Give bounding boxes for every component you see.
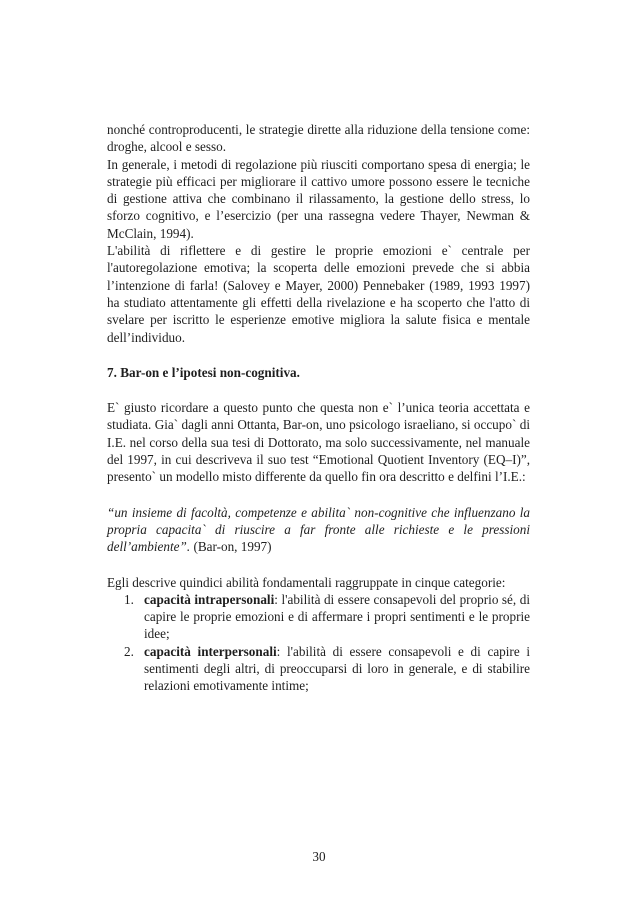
paragraph-list-intro: Egli descrive quindici abilità fondamentali raggruppate in cinque categorie:: [107, 574, 506, 590]
list-item-description: : l'abilità di essere consapevoli e di capire i sentimenti degli altri, di preoccuparsi di loro in generale, e di stabilire relazioni emotivamente intime;: [144, 643, 530, 694]
list-item-number: 1.: [124, 591, 134, 607]
list-item: [107, 591, 530, 643]
spacer: [107, 381, 530, 399]
abilities-list: [107, 591, 530, 695]
list-item-description: : l'abilità di essere consapevoli del proprio sé, di capire le proprie emozioni e di affermare i propri sentimenti e le proprie idee;: [144, 591, 530, 642]
list-item-term: capacità intrapersonali: [144, 591, 275, 607]
list-item: [107, 643, 530, 695]
quote-text: “un insieme di facoltà, competenze e abilita` non-cognitive che influenzano la propria capacita` di riuscire a far fronte alle richieste e le pressioni dell’ambiente”.: [107, 504, 530, 555]
paragraph-regulation-methods: In generale, i metodi di regolazione più riusciti comportano spesa di energia; le strategie più efficaci per migliorare il cattivo umore possono essere le tecniche di gestione attiva che combinano il rilassamento, la gestione dello stress, lo sforzo cognitivo, e l’esercizio (per una rassegna vedere Thayer, Newman & McClain, 1994).: [107, 156, 530, 241]
list-item-number: 2.: [124, 643, 134, 659]
paragraph-tension: nonché controproducenti, le strategie dirette alla riduzione della tensione come: droghe, alcool e sesso.: [107, 122, 530, 155]
definition-quote: [107, 504, 530, 556]
spacer: [107, 486, 530, 504]
page-body: [107, 121, 530, 695]
paragraph-emotional-self-regulation: L'abilità di riflettere e di gestire le proprie emozioni e` centrale per l'autoregolazione emotiva; la scoperta delle emozioni prevede che si abbia l’intenzione di farla! (Salovey e Mayer, 2000) Pennebaker (1989, 1993 1997) ha studiato attentamente gli effetti della rivelazione e ha scoperto che l'atto di svelare per iscritto le esperienze emotive migliora la salute fisica e mentale dell’individuo.: [107, 243, 530, 345]
quote-citation: (Bar-on, 1997): [190, 539, 272, 555]
list-item-term: capacità interpersonali: [144, 643, 277, 659]
paragraph-baron-intro: E` giusto ricordare a questo punto che questa non e` l’unica teoria accettata e studiata. Gia` dagli anni Ottanta, Bar-on, uno psicologo israeliano, si occupo` di I.E. nel corso della sua tesi di Dottorato, ma solo successivamente, nel manuale del 1997, in cui descriveva il suo test “Emotional Quotient Inventory (EQ–I)”, presento` un modello misto differente da quello fin ora descritto e delfini l’I.E.:: [107, 400, 530, 485]
spacer: [107, 346, 530, 364]
page-number: 30: [312, 849, 326, 864]
section-heading: 7. Bar-on e l’ipotesi non-cognitiva.: [107, 364, 300, 380]
spacer: [107, 556, 530, 574]
